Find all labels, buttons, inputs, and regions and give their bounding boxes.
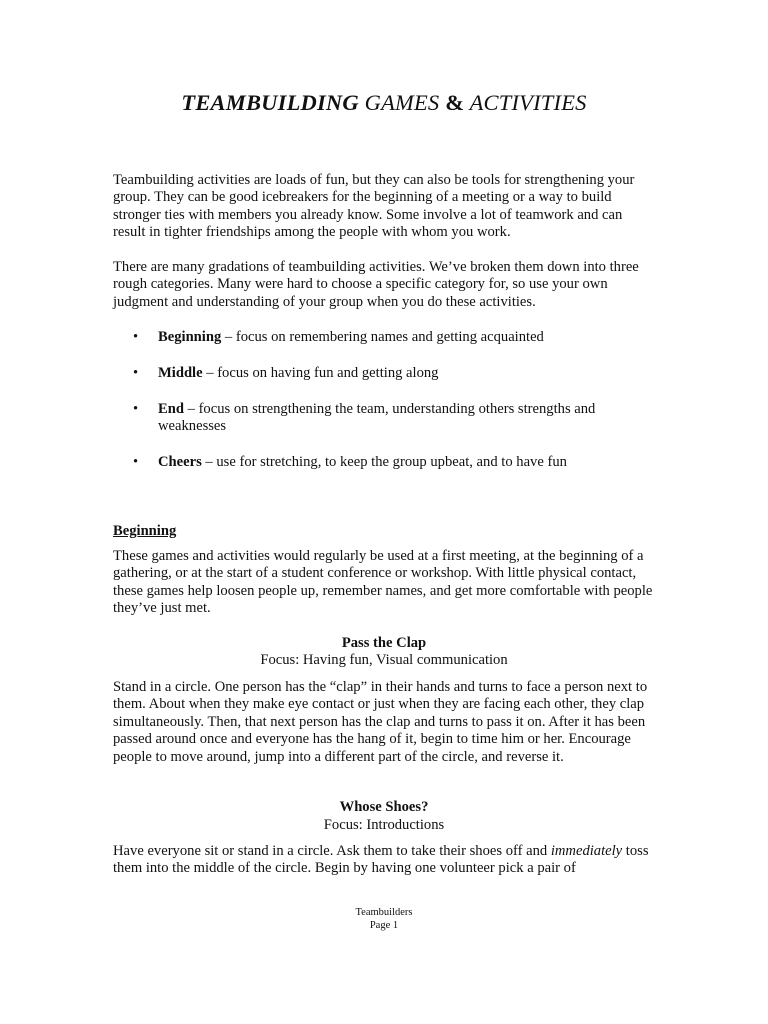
category-desc: – use for stretching, to keep the group upbeat, and to have fun bbox=[201, 454, 567, 471]
category-desc: – focus on strengthening the team, understanding others strengths and weaknesses bbox=[158, 401, 596, 435]
category-name: Cheers bbox=[158, 454, 202, 471]
list-item bbox=[113, 454, 658, 471]
game-title: Whose Shoes? bbox=[339, 799, 429, 815]
section-heading-beginning: Beginning bbox=[113, 523, 177, 539]
intro-paragraph-1: Teambuilding activities are loads of fun, but they can also be tools for strengthening your group. They can be good icebreakers for the beginning of a meeting or a way to build stronger ties with members you already know. Some involve a lot of teamwork and can result in tighter friendships among the people with whom you work. bbox=[113, 172, 635, 241]
game-text-emphasis: immediately bbox=[550, 843, 623, 859]
game-text-part: Have everyone sit or stand in a circle. Ask them to take their shoes off and bbox=[113, 843, 551, 859]
beginning-paragraph: These games and activities would regularly be used at a first meeting, at the beginning of a gathering, or at the start of a student conference or workshop. With little physical contact, these games help loosen people up, remember names, and get more comfortable with people they’ve just met. bbox=[113, 548, 653, 617]
game-focus: Focus: Introductions bbox=[323, 817, 445, 833]
page-footer bbox=[0, 906, 768, 932]
list-item bbox=[113, 329, 658, 346]
category-list bbox=[113, 329, 658, 490]
game-description: Stand in a circle. One person has the “clap” in their hands and turns to face a person next to them. About when they make eye contact or just when they are facing each other, they clap simultaneously. Then, that next person has the clap and turns to pass it on. After it has been passed around once and everyone has the hang of it, begin to time him or her. Encourage people to move around, jump into a different part of the circle, and reverse it. bbox=[113, 679, 648, 765]
intro-paragraph-2: There are many gradations of teambuilding activities. We’ve broken them down into three rough categories. Many were hard to choose a specific category for, so use your own judgment and understanding of your group when you do these activities. bbox=[113, 259, 639, 310]
game-focus: Focus: Having fun, Visual communication bbox=[260, 652, 508, 668]
game-text-part: toss them into the middle of the circle. Begin by having one volunteer pick a pair of bbox=[113, 843, 649, 877]
list-item bbox=[113, 401, 658, 436]
category-name: Middle bbox=[158, 365, 203, 381]
title-part-activities: ACTIVITIES bbox=[464, 90, 587, 115]
category-name: End bbox=[158, 401, 184, 417]
title-ampersand: & bbox=[445, 90, 465, 115]
footer-title: Teambuilders bbox=[355, 907, 413, 918]
category-desc: – focus on remembering names and getting acquainted bbox=[221, 329, 544, 345]
title-part-games: GAMES bbox=[358, 90, 446, 115]
game-title: Pass the Clap bbox=[341, 635, 427, 651]
page-number: Page 1 bbox=[369, 920, 399, 931]
list-item bbox=[113, 365, 658, 382]
category-desc: – focus on having fun and getting along bbox=[202, 365, 439, 381]
title-part-teambuilding: TEAMBUILDING bbox=[181, 90, 359, 115]
document-title bbox=[0, 90, 768, 116]
category-name: Beginning bbox=[158, 329, 222, 345]
game-description bbox=[113, 843, 658, 878]
